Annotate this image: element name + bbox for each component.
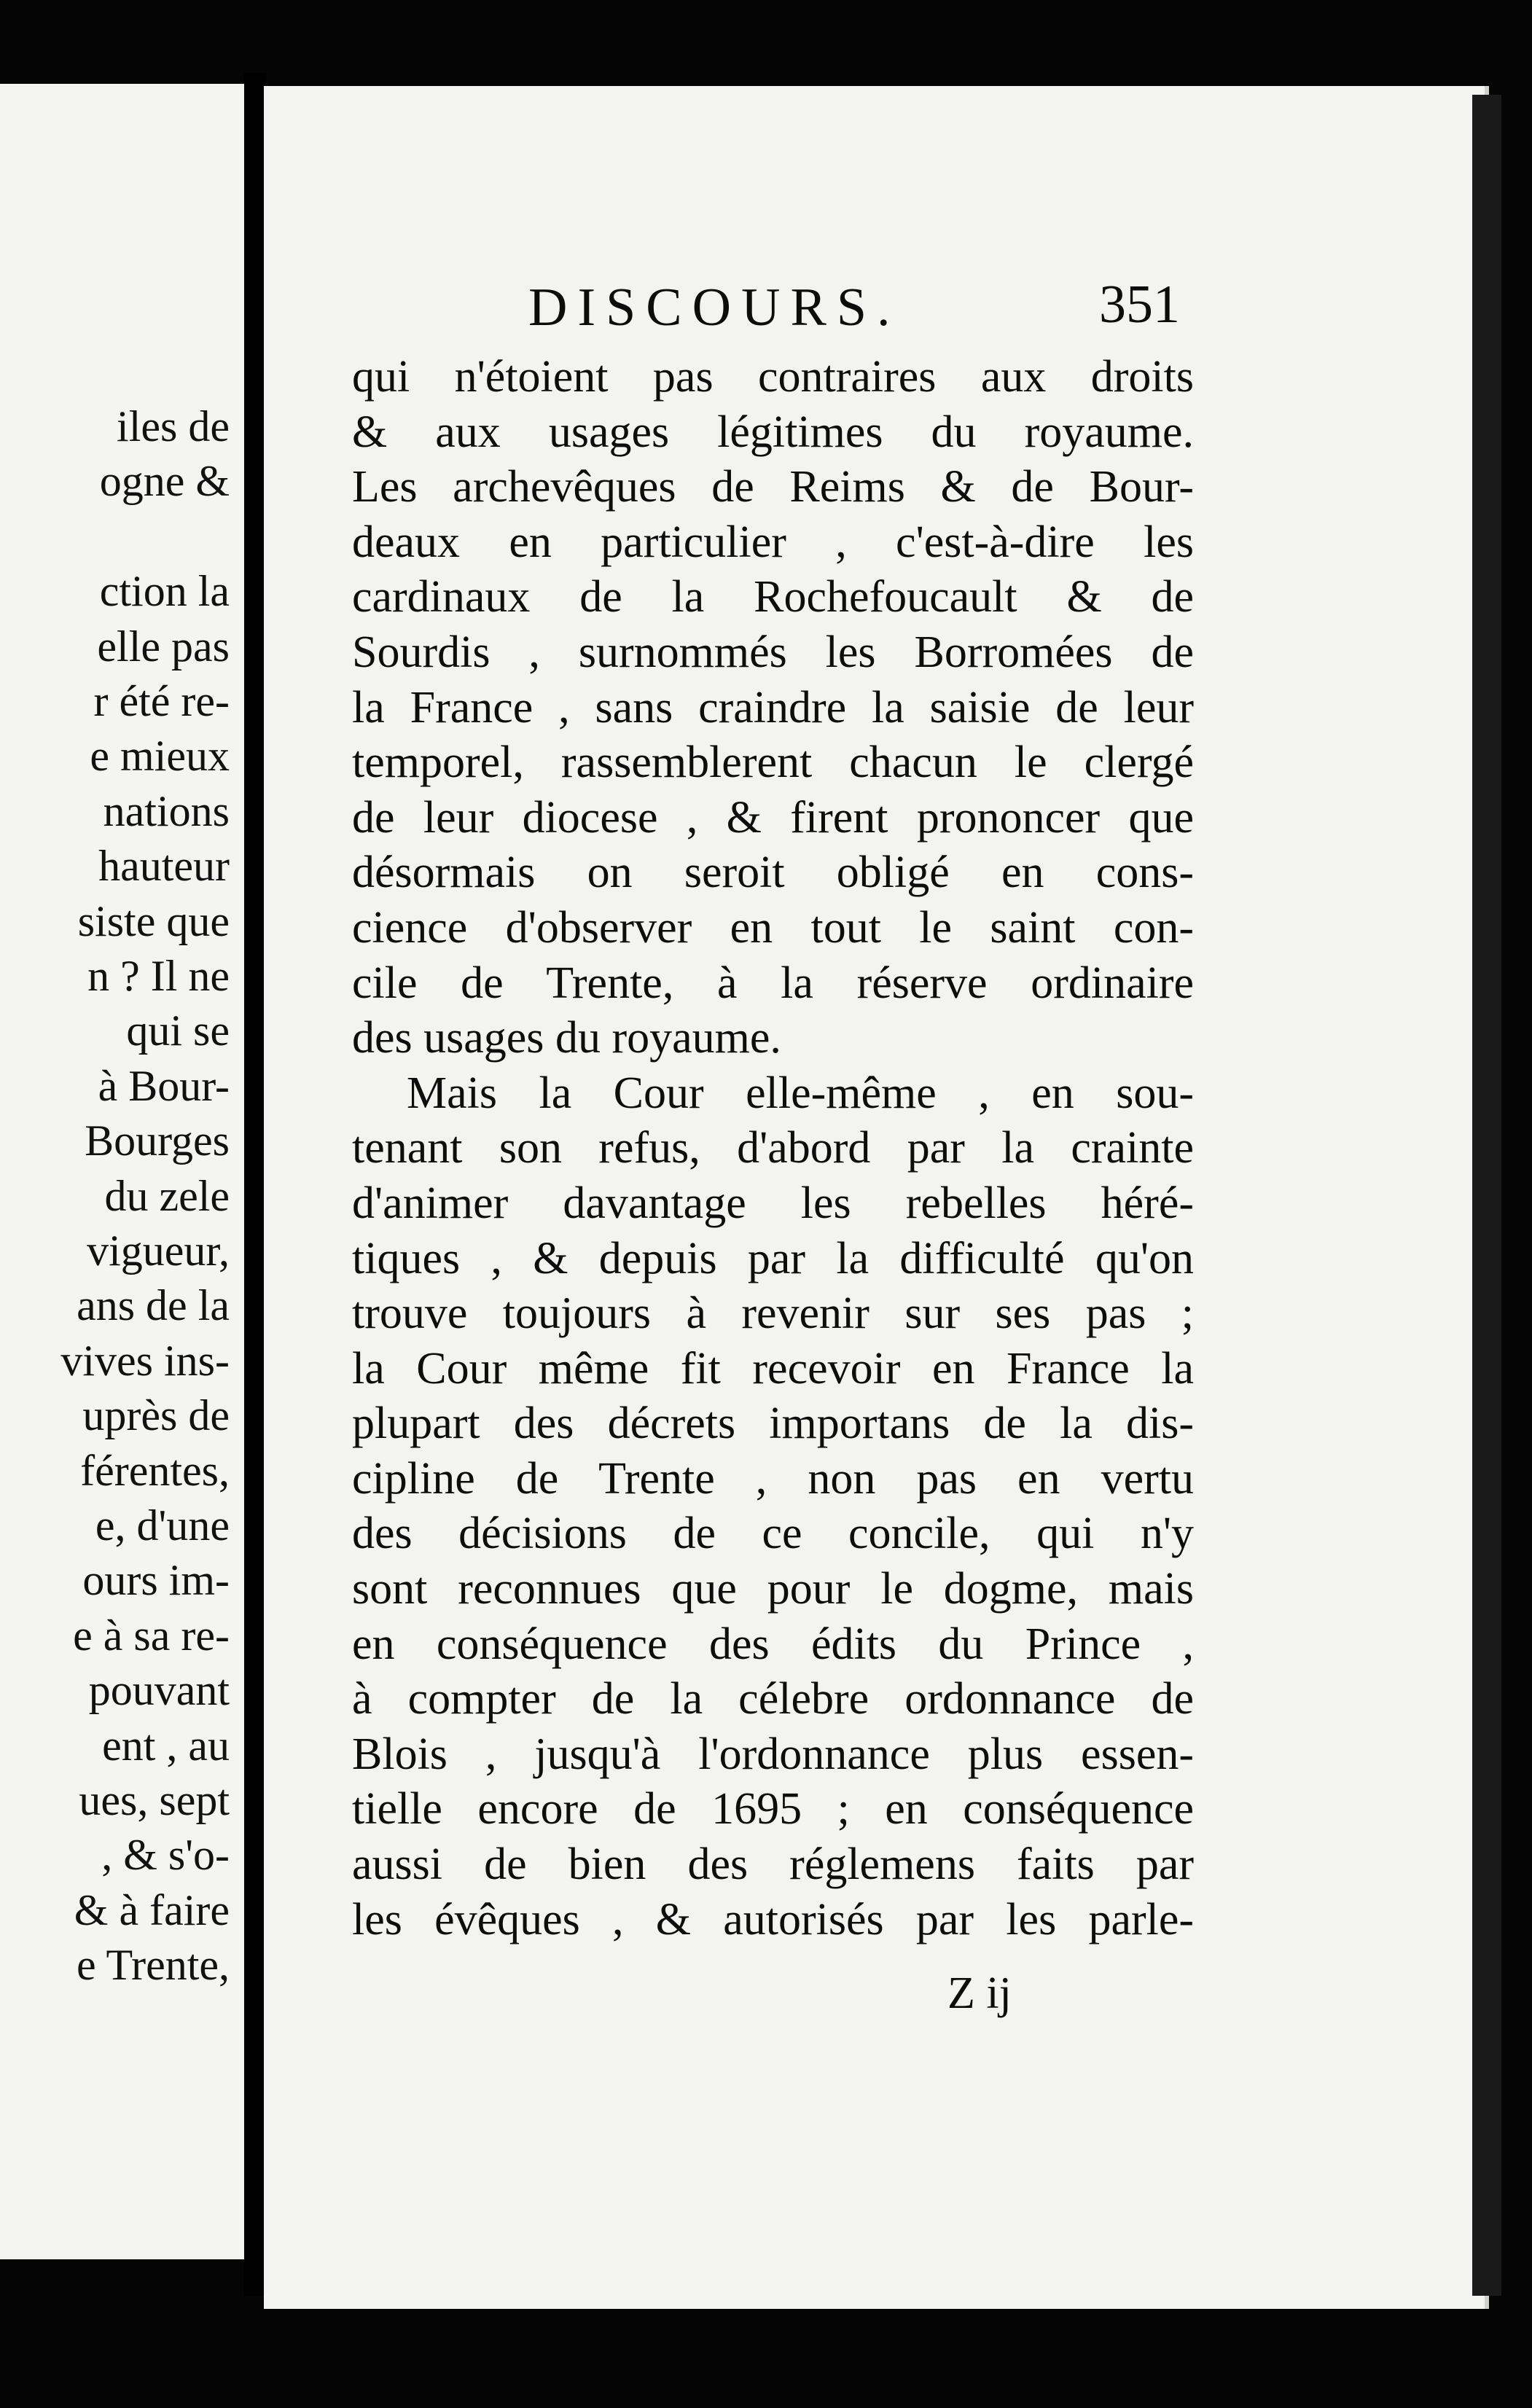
left-text-line: r été re-: [93, 677, 230, 725]
left-text-line: férentes,: [80, 1446, 230, 1495]
body-text: [352, 350, 1194, 1947]
left-text-line: e Trente,: [77, 1941, 230, 1990]
left-text-line: Bourges: [85, 1117, 230, 1165]
left-text-line: vives ins-: [60, 1336, 230, 1385]
text-line: la Cour même fit recevoir en France la: [352, 1343, 1194, 1393]
left-text-line: siste que: [77, 896, 230, 945]
left-text-line: ans de la: [77, 1281, 230, 1330]
text-line: aussi de bien des réglemens faits par: [352, 1840, 1194, 1890]
left-text-line: e à sa re-: [73, 1611, 230, 1660]
text-line: à compter de la célebre ordonnance de: [352, 1674, 1194, 1724]
text-line: des décisions de ce concile, qui n'y: [352, 1509, 1194, 1559]
text-line: qui n'étoient pas contraires aux droits: [352, 352, 1194, 402]
left-text-line: ction la: [99, 567, 230, 616]
left-text-line: pouvant: [88, 1666, 230, 1715]
left-text-line: nations: [103, 786, 230, 835]
left-text-line: hauteur: [98, 842, 230, 891]
left-text-line: e mieux: [90, 732, 230, 781]
text-line: cile de Trente, à la réserve ordinaire: [352, 958, 1194, 1008]
text-line: des usages du royaume.: [352, 1013, 781, 1063]
left-text-line: iles de: [117, 402, 230, 450]
left-text-line: qui se: [126, 1006, 230, 1055]
left-text-line: ent , au: [102, 1721, 230, 1770]
text-line: cipline de Trente , non pas en vertu: [352, 1453, 1194, 1504]
left-text-line: ogne &: [99, 457, 230, 506]
text-line: tiques , & depuis par la difficulté qu'on: [352, 1233, 1194, 1283]
text-line: la France , sans craindre la saisie de leur: [352, 682, 1194, 732]
text-line: cience d'observer en tout le saint con-: [352, 902, 1194, 953]
page-edge: [1472, 95, 1501, 2296]
left-text-line: elle pas: [97, 622, 230, 671]
text-line: Mais la Cour elle-même , en sou-: [407, 1068, 1194, 1118]
left-text-line: vigueur,: [87, 1227, 230, 1275]
text-line: deaux en particulier , c'est-à-dire les: [352, 517, 1194, 567]
text-line: les évêques , & autorisés par les parle-: [352, 1894, 1194, 1944]
text-line: temporel, rassemblerent chacun le clergé: [352, 738, 1194, 788]
text-line: tielle encore de 1695 ; en conséquence: [352, 1784, 1194, 1834]
text-line: d'animer davantage les rebelles héré-: [352, 1178, 1194, 1228]
left-text-line: n ? Il ne: [87, 952, 230, 1000]
gutter: [244, 73, 266, 2296]
left-text-line: & à faire: [74, 1885, 230, 1934]
left-text-line: e, d'une: [95, 1501, 230, 1549]
left-text-line: à Bour-: [98, 1061, 230, 1110]
left-text-line: , & s'o-: [101, 1831, 230, 1880]
text-line: & aux usages légitimes du royaume.: [352, 407, 1194, 457]
text-line: désormais on seroit obligé en cons-: [352, 848, 1194, 898]
left-page: [0, 84, 247, 2259]
text-line: Sourdis , surnommés les Borromées de: [352, 627, 1194, 677]
text-line: Blois , jusqu'à l'ordonnance plus essen-: [352, 1729, 1194, 1779]
page-number: 351: [1099, 275, 1180, 335]
running-head: DISCOURS.: [528, 278, 901, 337]
left-text-line: uprès de: [82, 1391, 230, 1440]
text-line: Les archevêques de Reims & de Bour-: [352, 462, 1194, 512]
text-line: tenant son refus, d'abord par la crainte: [352, 1123, 1194, 1173]
left-text-line: ues, sept: [79, 1776, 230, 1824]
left-text-line: du zele: [104, 1171, 230, 1220]
text-line: trouve toujours à revenir sur ses pas ;: [352, 1289, 1194, 1339]
text-line: en conséquence des édits du Prince ,: [352, 1619, 1194, 1669]
text-line: de leur diocese , & firent prononcer que: [352, 792, 1194, 843]
text-line: cardinaux de la Rochefoucault & de: [352, 572, 1194, 622]
signature-mark: Z ij: [947, 1969, 1012, 2018]
text-line: sont reconnues que pour le dogme, mais: [352, 1564, 1194, 1614]
text-line: plupart des décrets importans de la dis-: [352, 1399, 1194, 1449]
left-text-line: ours im-: [82, 1556, 230, 1605]
